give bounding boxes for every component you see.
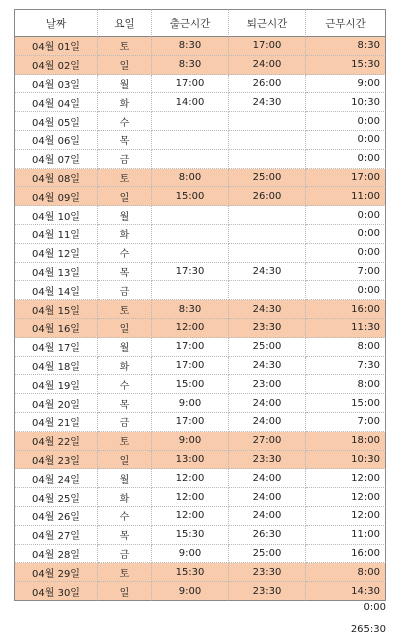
weekday-cell[interactable]: 목 (98, 263, 152, 282)
clock-out-cell[interactable]: 27:00 (229, 432, 306, 451)
table-row (14, 545, 386, 564)
table-row (14, 338, 386, 357)
weekday-cell[interactable]: 월 (98, 75, 152, 94)
work-hours-cell[interactable]: 0:00 (306, 150, 386, 169)
clock-in-cell[interactable]: 9:00 (152, 545, 229, 564)
clock-in-cell[interactable]: 9:00 (152, 394, 229, 413)
clock-out-cell[interactable]: 24:30 (229, 300, 306, 319)
date-cell[interactable]: 04월 18일 (14, 357, 98, 376)
table-row (14, 225, 386, 244)
clock-out-cell[interactable]: 24:00 (229, 507, 306, 526)
clock-in-cell[interactable]: 15:00 (152, 375, 229, 394)
table-row (14, 507, 386, 526)
clock-in-cell[interactable] (152, 131, 229, 150)
work-hours-cell[interactable]: 7:00 (306, 413, 386, 432)
timesheet-table (14, 9, 386, 601)
table-row (14, 112, 386, 131)
work-hours-cell[interactable]: 10:30 (306, 451, 386, 470)
clock-out-cell[interactable]: 26:30 (229, 526, 306, 545)
clock-in-cell[interactable]: 9:00 (152, 432, 229, 451)
clock-in-cell[interactable]: 17:30 (152, 263, 229, 282)
table-row (14, 244, 386, 263)
clock-out-cell[interactable]: 24:30 (229, 93, 306, 112)
weekday-cell[interactable]: 화 (98, 488, 152, 507)
table-row (14, 150, 386, 169)
table-row (14, 56, 386, 75)
date-cell[interactable]: 04월 20일 (14, 394, 98, 413)
date-cell[interactable]: 04월 08일 (14, 169, 98, 188)
clock-in-cell[interactable]: 14:00 (152, 93, 229, 112)
date-cell[interactable]: 04월 30일 (14, 582, 98, 601)
clock-out-cell[interactable] (229, 281, 306, 300)
weekday-cell[interactable]: 일 (98, 319, 152, 338)
work-hours-cell[interactable]: 8:00 (306, 563, 386, 582)
clock-in-cell[interactable]: 8:00 (152, 169, 229, 188)
clock-in-cell[interactable]: 8:30 (152, 56, 229, 75)
table-row (14, 281, 386, 300)
work-hours-cell[interactable]: 12:00 (306, 507, 386, 526)
weekday-cell[interactable]: 토 (98, 169, 152, 188)
table-row (14, 187, 386, 206)
table-body (14, 37, 386, 601)
weekday-cell[interactable]: 목 (98, 526, 152, 545)
weekday-cell[interactable]: 토 (98, 432, 152, 451)
total-work-hours-cell[interactable]: 265:30 (350, 624, 386, 635)
clock-out-cell[interactable]: 26:00 (229, 187, 306, 206)
work-hours-cell[interactable]: 17:00 (306, 169, 386, 188)
work-hours-cell[interactable]: 0:00 (306, 225, 386, 244)
work-hours-cell[interactable]: 0:00 (306, 131, 386, 150)
weekday-cell[interactable]: 목 (98, 131, 152, 150)
table-row (14, 488, 386, 507)
date-cell[interactable]: 04월 23일 (14, 451, 98, 470)
date-cell[interactable]: 04월 26일 (14, 507, 98, 526)
work-hours-cell[interactable]: 18:00 (306, 432, 386, 451)
clock-in-cell[interactable] (152, 150, 229, 169)
weekday-cell[interactable]: 수 (98, 375, 152, 394)
table-row (14, 169, 386, 188)
table-row (14, 131, 386, 150)
weekday-cell[interactable]: 금 (98, 545, 152, 564)
clock-in-cell[interactable]: 12:00 (152, 319, 229, 338)
clock-in-cell[interactable] (152, 244, 229, 263)
clock-in-cell[interactable] (152, 206, 229, 225)
work-hours-cell[interactable]: 0:00 (306, 112, 386, 131)
work-hours-cell[interactable]: 11:30 (306, 319, 386, 338)
clock-out-cell[interactable]: 24:30 (229, 357, 306, 376)
clock-out-cell[interactable]: 24:00 (229, 488, 306, 507)
clock-in-cell[interactable]: 9:00 (152, 582, 229, 601)
work-hours-cell[interactable]: 0:00 (306, 206, 386, 225)
clock-out-cell[interactable]: 24:00 (229, 413, 306, 432)
clock-out-cell[interactable]: 25:00 (229, 338, 306, 357)
clock-out-cell[interactable]: 25:00 (229, 169, 306, 188)
work-hours-cell[interactable]: 8:30 (306, 37, 386, 56)
clock-in-cell[interactable]: 15:00 (152, 187, 229, 206)
table-row (14, 375, 386, 394)
date-cell[interactable]: 04월 01일 (14, 37, 98, 56)
clock-out-cell[interactable]: 24:00 (229, 56, 306, 75)
clock-out-cell[interactable]: 26:00 (229, 75, 306, 94)
date-cell[interactable]: 04월 11일 (14, 225, 98, 244)
date-cell[interactable]: 04월 28일 (14, 545, 98, 564)
table-row (14, 582, 386, 601)
weekday-cell[interactable]: 금 (98, 413, 152, 432)
clock-out-cell[interactable]: 23:30 (229, 582, 306, 601)
work-hours-cell[interactable]: 0:00 (306, 281, 386, 300)
clock-out-cell[interactable] (229, 112, 306, 131)
table-row (14, 75, 386, 94)
header-clock-in[interactable]: 출근시간 (152, 9, 229, 37)
weekday-cell[interactable]: 일 (98, 56, 152, 75)
clock-in-cell[interactable] (152, 112, 229, 131)
date-cell[interactable]: 04월 17일 (14, 338, 98, 357)
weekday-cell[interactable]: 화 (98, 93, 152, 112)
table-row (14, 413, 386, 432)
clock-in-cell[interactable]: 12:00 (152, 507, 229, 526)
clock-out-cell[interactable] (229, 206, 306, 225)
clock-in-cell[interactable] (152, 225, 229, 244)
clock-out-cell[interactable]: 23:30 (229, 319, 306, 338)
clock-out-cell[interactable]: 17:00 (229, 37, 306, 56)
clock-in-cell[interactable]: 12:00 (152, 469, 229, 488)
date-cell[interactable]: 04월 06일 (14, 131, 98, 150)
weekday-cell[interactable]: 화 (98, 357, 152, 376)
clock-out-cell[interactable]: 23:30 (229, 451, 306, 470)
work-hours-cell[interactable]: 8:00 (306, 375, 386, 394)
date-cell[interactable]: 04월 16일 (14, 319, 98, 338)
date-cell[interactable]: 04월 14일 (14, 281, 98, 300)
clock-in-cell[interactable]: 17:00 (152, 75, 229, 94)
weekday-cell[interactable]: 토 (98, 563, 152, 582)
work-hours-cell[interactable]: 7:00 (306, 263, 386, 282)
work-hours-cell[interactable]: 0:00 (306, 244, 386, 263)
weekday-cell[interactable]: 수 (98, 112, 152, 131)
date-cell[interactable]: 04월 24일 (14, 469, 98, 488)
header-work-hours[interactable]: 근무시간 (306, 9, 386, 37)
weekday-cell[interactable]: 일 (98, 187, 152, 206)
weekday-cell[interactable]: 일 (98, 451, 152, 470)
weekday-cell[interactable]: 일 (98, 582, 152, 601)
work-hours-cell[interactable]: 12:00 (306, 469, 386, 488)
date-cell[interactable]: 04월 05일 (14, 112, 98, 131)
table-row (14, 357, 386, 376)
table-row (14, 37, 386, 56)
date-cell[interactable]: 04월 19일 (14, 375, 98, 394)
clock-out-cell[interactable] (229, 225, 306, 244)
table-row (14, 300, 386, 319)
weekday-cell[interactable]: 월 (98, 206, 152, 225)
weekday-cell[interactable]: 토 (98, 37, 152, 56)
weekday-cell[interactable]: 금 (98, 150, 152, 169)
table-row (14, 263, 386, 282)
work-hours-cell[interactable]: 15:00 (306, 394, 386, 413)
date-cell[interactable]: 04월 27일 (14, 526, 98, 545)
date-cell[interactable]: 04월 10일 (14, 206, 98, 225)
table-row (14, 93, 386, 112)
weekday-cell[interactable]: 수 (98, 507, 152, 526)
date-cell[interactable]: 04월 13일 (14, 263, 98, 282)
table-row (14, 319, 386, 338)
date-cell[interactable]: 04월 15일 (14, 300, 98, 319)
weekday-cell[interactable]: 화 (98, 225, 152, 244)
weekday-cell[interactable]: 수 (98, 244, 152, 263)
work-hours-cell[interactable]: 9:00 (306, 75, 386, 94)
work-hours-cell[interactable]: 14:30 (306, 582, 386, 601)
table-row (14, 451, 386, 470)
date-cell[interactable]: 04월 29일 (14, 563, 98, 582)
clock-out-cell[interactable]: 25:00 (229, 545, 306, 564)
date-cell[interactable]: 04월 02일 (14, 56, 98, 75)
weekday-cell[interactable]: 토 (98, 300, 152, 319)
table-row (14, 394, 386, 413)
date-cell[interactable]: 04월 09일 (14, 187, 98, 206)
work-hours-cell[interactable]: 16:00 (306, 300, 386, 319)
clock-in-cell[interactable] (152, 281, 229, 300)
header-clock-out[interactable]: 퇴근시간 (229, 9, 306, 37)
clock-in-cell[interactable]: 15:30 (152, 526, 229, 545)
weekday-cell[interactable]: 월 (98, 469, 152, 488)
date-cell[interactable]: 04월 25일 (14, 488, 98, 507)
work-hours-cell[interactable]: 15:30 (306, 56, 386, 75)
clock-out-cell[interactable]: 24:00 (229, 469, 306, 488)
date-cell[interactable]: 04월 12일 (14, 244, 98, 263)
clock-out-cell[interactable]: 23:00 (229, 375, 306, 394)
work-hours-cell[interactable]: 11:00 (306, 526, 386, 545)
work-hours-cell[interactable]: 11:00 (306, 187, 386, 206)
clock-out-cell[interactable]: 24:30 (229, 263, 306, 282)
date-cell[interactable]: 04월 21일 (14, 413, 98, 432)
weekday-cell[interactable]: 목 (98, 394, 152, 413)
work-hours-cell[interactable]: 10:30 (306, 93, 386, 112)
clock-in-cell[interactable]: 8:30 (152, 37, 229, 56)
work-hours-cell[interactable]: 7:30 (306, 357, 386, 376)
table-row (14, 526, 386, 545)
header-day[interactable]: 요일 (98, 9, 152, 37)
clock-out-cell[interactable] (229, 244, 306, 263)
header-date[interactable]: 날짜 (14, 9, 98, 37)
work-hours-cell[interactable]: 12:00 (306, 488, 386, 507)
table-row (14, 469, 386, 488)
clock-in-cell[interactable]: 17:00 (152, 357, 229, 376)
clock-in-cell[interactable]: 17:00 (152, 338, 229, 357)
clock-out-cell[interactable]: 23:30 (229, 563, 306, 582)
clock-in-cell[interactable]: 15:30 (152, 563, 229, 582)
clock-in-cell[interactable]: 17:00 (152, 413, 229, 432)
clock-out-cell[interactable] (229, 150, 306, 169)
clock-in-cell[interactable]: 13:00 (152, 451, 229, 470)
date-cell[interactable]: 04월 22일 (14, 432, 98, 451)
header-row (14, 9, 386, 37)
date-cell[interactable]: 04월 03일 (14, 75, 98, 94)
clock-out-cell[interactable]: 24:00 (229, 394, 306, 413)
table-row (14, 563, 386, 582)
weekday-cell[interactable]: 월 (98, 338, 152, 357)
date-cell[interactable]: 04월 04일 (14, 93, 98, 112)
clock-in-cell[interactable]: 8:30 (152, 300, 229, 319)
clock-out-cell[interactable] (229, 131, 306, 150)
table-row (14, 206, 386, 225)
date-cell[interactable]: 04월 07일 (14, 150, 98, 169)
weekday-cell[interactable]: 금 (98, 281, 152, 300)
work-hours-cell[interactable]: 8:00 (306, 338, 386, 357)
work-hours-cell[interactable]: 16:00 (306, 545, 386, 564)
table-row (14, 432, 386, 451)
clock-in-cell[interactable]: 12:00 (152, 488, 229, 507)
footer-zero-cell[interactable]: 0:00 (363, 602, 386, 613)
